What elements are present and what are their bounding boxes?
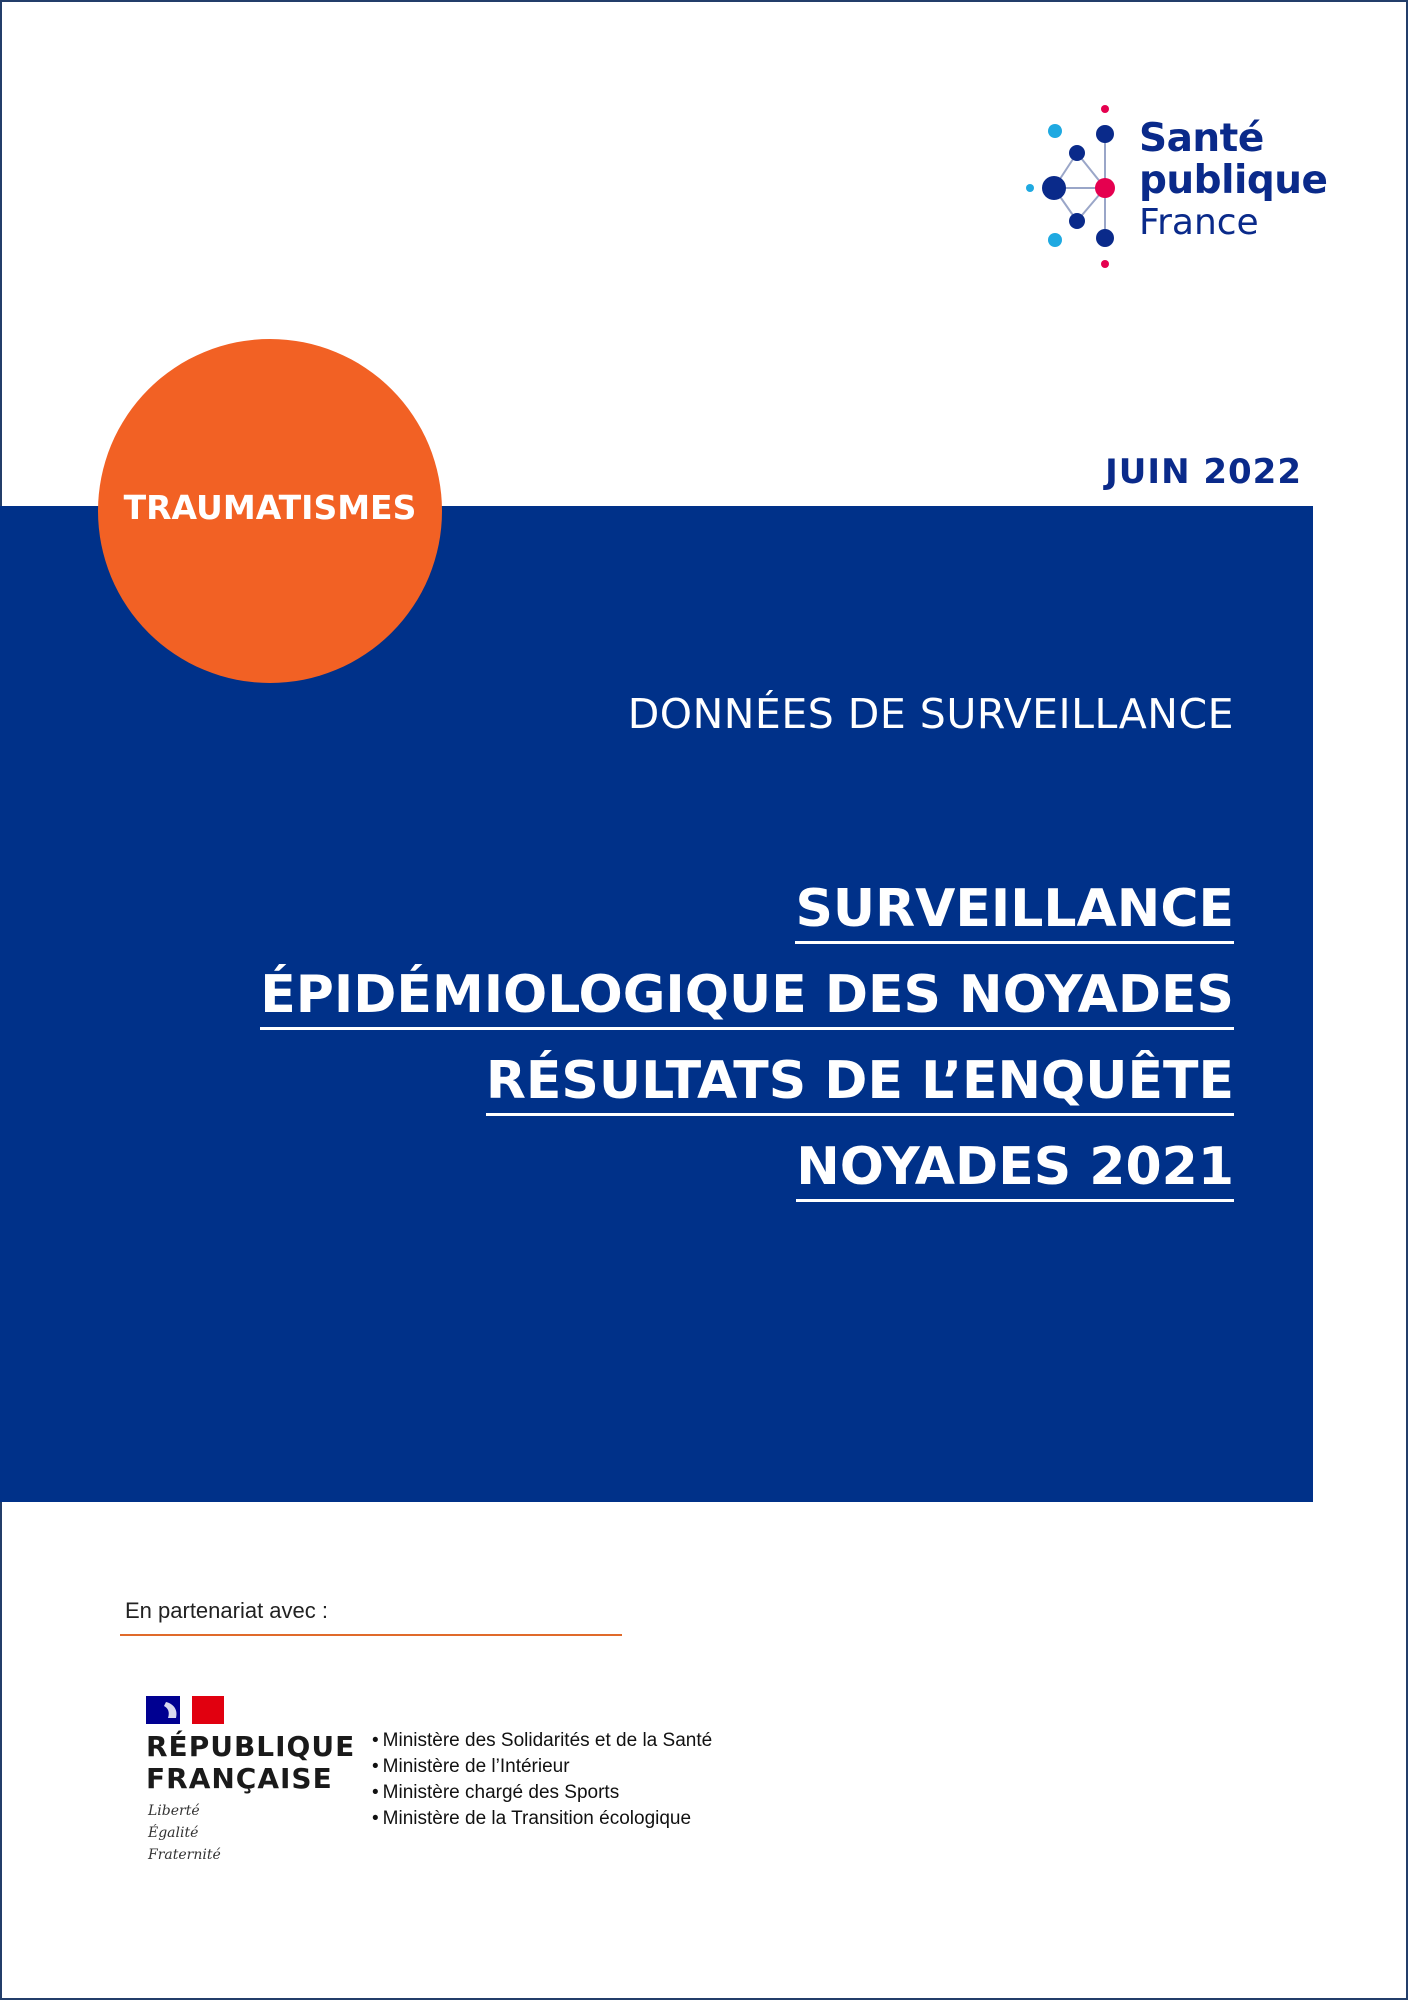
sante-publique-france-logo: [1018, 98, 1328, 274]
logo-wordmark: [1139, 118, 1327, 244]
title-line: [234, 952, 1234, 1038]
ministry-item: • Ministère de l’Intérieur: [372, 1754, 712, 1780]
title-line-text: RÉSULTATS DE L’ENQUÊTE: [486, 1051, 1234, 1116]
logo-line-sante: Santé: [1139, 116, 1264, 161]
francaise-line: FRANÇAISE: [146, 1762, 333, 1795]
title-line-text: SURVEILLANCE: [795, 879, 1234, 944]
title-line-text: ÉPIDÉMIOLOGIQUE DES NOYADES: [260, 965, 1234, 1030]
logo-line-france: France: [1139, 202, 1259, 243]
logo-line-publique: publique: [1139, 158, 1328, 203]
ministry-list: [372, 1728, 712, 1832]
ministry-item: • Ministère de la Transition écologique: [372, 1806, 712, 1832]
publication-date: JUIN 2022: [1105, 452, 1302, 492]
marianne-flag-icon: [146, 1696, 224, 1724]
title-line: [234, 866, 1234, 952]
title-line: [234, 1124, 1234, 1210]
motto-line: Liberté: [148, 1803, 200, 1819]
republic-motto: [148, 1800, 221, 1866]
title-line-text: NOYADES 2021: [796, 1137, 1234, 1202]
partnership-label: En partenariat avec :: [125, 1598, 329, 1623]
theme-badge-label: TRAUMATISMES: [123, 487, 417, 527]
document-title: [234, 866, 1234, 1210]
ministry-item: • Ministère des Solidarités et de la Santé: [372, 1728, 712, 1754]
series-label: DONNÉES DE SURVEILLANCE: [627, 690, 1234, 738]
title-line: [234, 1038, 1234, 1124]
republique-line: RÉPUBLIQUE: [146, 1730, 356, 1763]
republique-francaise-wordmark: [146, 1731, 355, 1795]
motto-line: Fraternité: [148, 1847, 221, 1863]
partnership-divider: [120, 1634, 622, 1636]
ministry-item: • Ministère chargé des Sports: [372, 1780, 712, 1806]
theme-badge: [98, 339, 442, 683]
network-logo-icon: [1018, 98, 1138, 274]
motto-line: Égalité: [148, 1825, 199, 1841]
